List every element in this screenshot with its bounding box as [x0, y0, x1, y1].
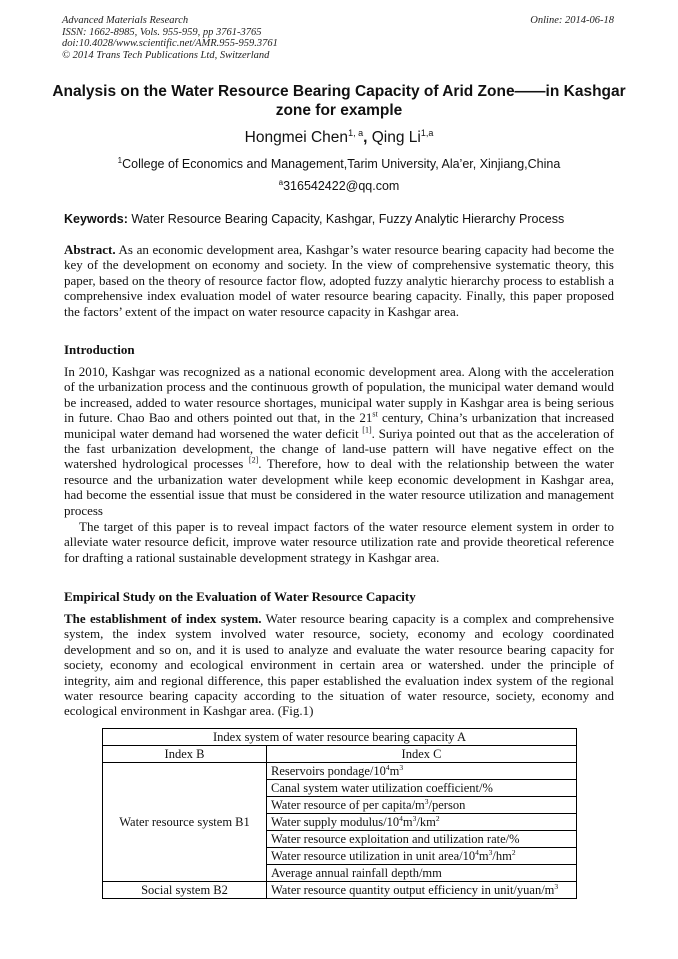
introduction-paragraph-1: [64, 364, 614, 518]
cell-sup: 3: [412, 813, 417, 823]
journal-doi: doi:10.4028/www.scientific.net/AMR.955-959.3761: [62, 38, 278, 49]
journal-copyright: © 2014 Trans Tech Publications Ltd, Switzerland: [62, 49, 270, 61]
index-system-table: [102, 728, 577, 899]
group-water-resource-system: Water resource system B1: [103, 763, 267, 882]
index-c-cell: [267, 848, 577, 865]
index-c-cell: Average annual rainfall depth/mm: [267, 865, 577, 882]
table-row: [103, 763, 577, 780]
email-marker: a: [278, 178, 284, 187]
affiliation-text: College of Economics and Management,Tarim University, Ala’er, Xinjiang,China: [122, 157, 561, 172]
intro-sup-st: st: [372, 409, 378, 419]
cell-sup: 3: [399, 762, 404, 772]
cell-sup: 4: [385, 762, 390, 772]
cell-text: Water resource of per capita/m: [271, 798, 425, 812]
author-2: Qing Li: [371, 129, 421, 147]
group-social-system: Social system B2: [103, 882, 267, 899]
table-caption-row: [103, 729, 577, 746]
cell-sup: 3: [554, 881, 559, 891]
cell-text: m: [389, 764, 400, 778]
abstract-text: As an economic development area, Kashgar’s water resource bearing capacity had become the key of the development on economy and society. In the view of comprehensive systematic theory, this paper, based on the theory of resource factor flow, adopted fuzzy analytic hierarchy process to establish a comprehensive index evaluation model of water resource bearing capacity. Finally, this paper proposed the factors’ extent of the impact on water resource capacity in Kashgar area.: [64, 242, 614, 319]
keywords-label: Keywords:: [64, 212, 128, 226]
author-2-affil: 1,a: [420, 128, 434, 138]
intro-text-c: . Suriya pointed out that as the acceleration of the fast urbanization development, the change of land-use pattern will have negative effect on the watershed hydrological processes: [64, 425, 614, 472]
introduction-heading: Introduction: [64, 342, 135, 357]
affiliation-marker: 1: [117, 156, 123, 165]
header-index-c: Index C: [267, 746, 577, 763]
keywords-text: Water Resource Bearing Capacity, Kashgar, Fuzzy Analytic Hierarchy Process: [131, 212, 565, 226]
table-row: [103, 882, 577, 899]
index-c-cell: [267, 797, 577, 814]
index-c-cell: [267, 763, 577, 780]
header-index-b: Index B: [103, 746, 267, 763]
author-1: Hongmei Chen: [244, 129, 349, 147]
index-c-cell: Canal system water utilization coefficient/%: [267, 780, 577, 797]
journal-issn: ISSN: 1662-8985, Vols. 955-959, pp 3761-3765: [62, 26, 262, 38]
author-separator: ,: [363, 129, 372, 147]
index-c-cell: Water resource exploitation and utilization rate/%: [267, 831, 577, 848]
cell-text: Water supply modulus/10: [271, 815, 400, 829]
cell-text: /km: [416, 815, 436, 829]
email: [0, 178, 678, 193]
affiliation: [0, 156, 678, 171]
paper-title: Analysis on the Water Resource Bearing Capacity of Arid Zone——in Kashgar zone for example: [52, 83, 626, 119]
empirical-text: Water resource bearing capacity is a complex and comprehensive system, the index system involved water resource, society, economy and ecology coordinated development and so on, and it is used to analyze and evaluate the water resource bearing capacity for society, economy and ecological environment in certain area or watershed. under the principle of integrity, aim and regional difference, this paper established the evaluation index system of the regional water resource bearing capacity according to the situation of water resource, society, economy and ecological environment in Kashgar area. (Fig.1): [64, 611, 614, 719]
author-1-affil: 1, a: [348, 128, 364, 138]
cell-text: m: [478, 849, 489, 863]
intro-text-a: In 2010, Kashgar was recognized as a national economic development area. Along with the acceleration of the urbanization process and the continuous growth of population, the municipal water demand would be increased, added to water resource shortages, municipal water supply in Kashgar area is being serious in future. Chao Bao and others pointed out that, in the 21: [64, 364, 614, 426]
cell-text: Water resource utilization in unit area/10: [271, 849, 476, 863]
cell-sup: 3: [488, 847, 493, 857]
empirical-lead: The establishment of index system.: [64, 611, 262, 626]
table-header-row: [103, 746, 577, 763]
online-date: Online: 2014-06-18: [530, 15, 614, 26]
index-c-cell: [267, 882, 577, 899]
intro-text-d: . Therefore, how to deal with the relationship between the water resource and the urbanization water development while keep economic development in Kashgar area, had become the essential issue that must be considered in the water resource utilization and management process: [64, 456, 614, 518]
empirical-paragraph: [64, 611, 614, 719]
journal-header: [62, 15, 278, 61]
cell-sup: 3: [424, 796, 429, 806]
index-c-cell: [267, 814, 577, 831]
cell-text: Reservoirs pondage/10: [271, 764, 386, 778]
table-caption: Index system of water resource bearing capacity A: [103, 729, 577, 746]
intro-ref-1: [1]: [362, 425, 372, 435]
cell-text: Water resource quantity output efficiency in unit/yuan/m: [271, 883, 555, 897]
authors: [0, 128, 678, 147]
cell-text: /person: [428, 798, 466, 812]
abstract: [64, 242, 614, 319]
cell-sup: 2: [511, 847, 516, 857]
email-text: 316542422@qq.com: [283, 179, 400, 194]
intro-ref-2: [2]: [248, 456, 259, 466]
journal-name: Advanced Materials Research: [62, 15, 189, 26]
keywords: [64, 212, 616, 226]
abstract-label: Abstract.: [64, 242, 116, 257]
intro-text-b: century, China’s urbanization that increased municipal water demand had worsened the water deficit: [64, 410, 614, 441]
cell-text: /hm: [492, 849, 512, 863]
introduction-paragraph-2: The target of this paper is to reveal impact factors of the water resource element system in order to alleviate water resource deficit, improve water resource utilization rate and provide theoretical reference for drafting a rational sustainable development strategy in Kashgar area.: [64, 519, 614, 565]
cell-sup: 4: [399, 813, 403, 823]
cell-sup: 4: [475, 847, 479, 857]
empirical-heading: Empirical Study on the Evaluation of Water Resource Capacity: [64, 589, 416, 604]
cell-text: m: [402, 815, 413, 829]
cell-sup: 2: [435, 813, 440, 823]
